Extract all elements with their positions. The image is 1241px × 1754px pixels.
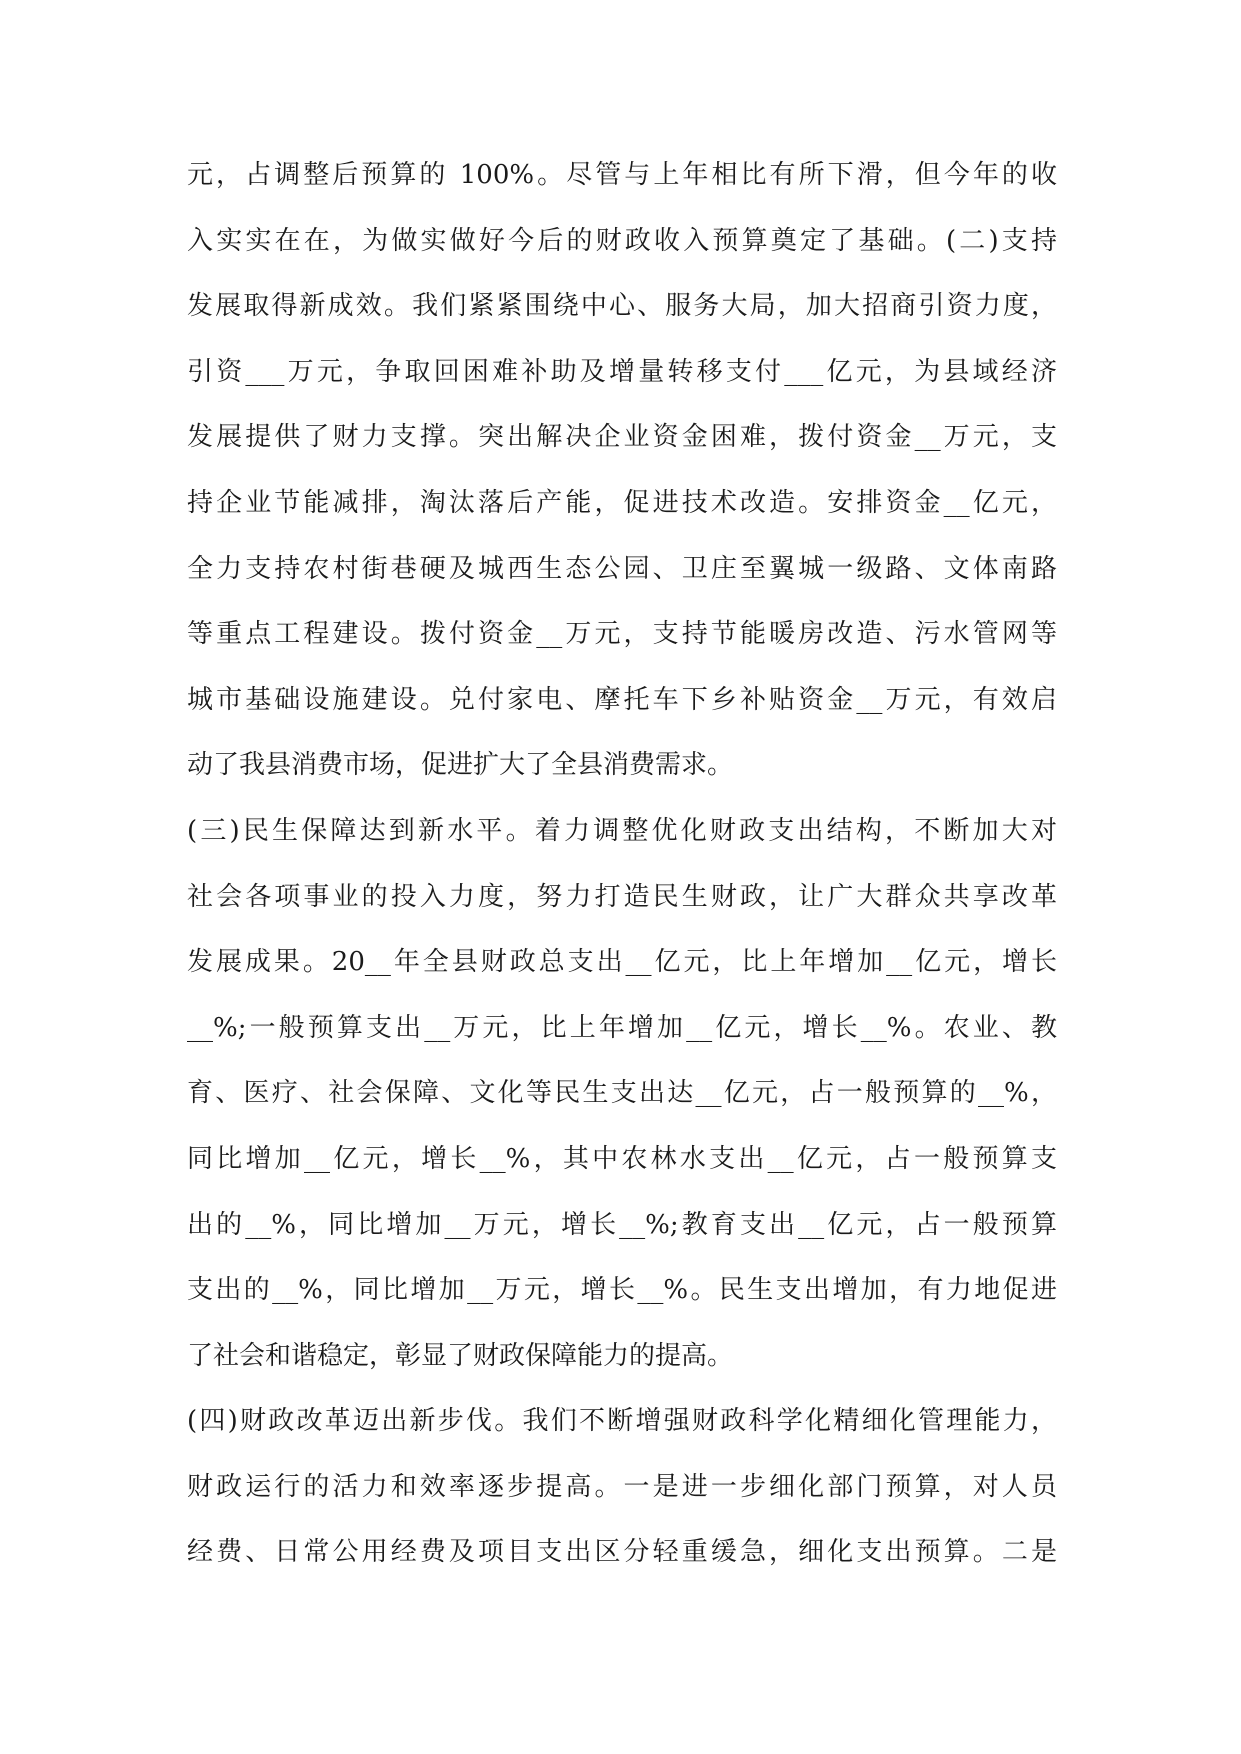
text-line: 入实实在在，为做实做好今后的财政收入预算奠定了基础。(二)支持 (187, 225, 1057, 256)
text-line: 社会各项事业的投入力度，努力打造民生财政，让广大群众共享改革 (187, 881, 1057, 912)
text-line: 动了我县消费市场，促进扩大了全县消费需求。 (187, 750, 734, 781)
text-line: 同比增加__亿元，增长__%，其中农林水支出__亿元，占一般预算支 (187, 1143, 1057, 1174)
text-line: __%;一般预算支出__万元，比上年增加__亿元，增长__%。农业、教 (187, 1012, 1057, 1043)
text-line: 育、医疗、社会保障、文化等民生支出达__亿元，占一般预算的__%， (187, 1078, 1057, 1109)
text-line: 全力支持农村街巷硬及城西生态公园、卫庄至翼城一级路、文体南路 (187, 553, 1057, 584)
text-line: 等重点工程建设。拨付资金__万元，支持节能暖房改造、污水管网等 (187, 619, 1057, 650)
text-line: 引资___万元，争取回困难补助及增量转移支付___亿元，为县域经济 (187, 356, 1057, 387)
text-line: 支出的__%，同比增加__万元，增长__%。民生支出增加，有力地促进 (187, 1275, 1057, 1306)
text-line: 经费、日常公用经费及项目支出区分轻重缓急，细化支出预算。二是 (187, 1537, 1057, 1568)
text-line: 发展提供了财力支撑。突出解决企业资金困难，拨付资金__万元，支 (187, 422, 1057, 453)
body-text (187, 155, 1057, 1598)
text-line: 发展成果。20__年全县财政总支出__亿元，比上年增加__亿元，增长 (187, 947, 1057, 978)
text-line: 了社会和谐稳定，彰显了财政保障能力的提高。 (187, 1340, 734, 1371)
text-line: (三)民生保障达到新水平。着力调整优化财政支出结构，不断加大对 (187, 815, 1057, 846)
text-line: 发展取得新成效。我们紧紧围绕中心、服务大局，加大招商引资力度， (187, 291, 1057, 322)
text-line: 城市基础设施建设。兑付家电、摩托车下乡补贴资金__万元，有效启 (187, 684, 1057, 715)
text-line: (四)财政改革迈出新步伐。我们不断增强财政科学化精细化管理能力， (187, 1406, 1057, 1437)
text-line: 出的__%，同比增加__万元，增长__%;教育支出__亿元，占一般预算 (187, 1209, 1057, 1240)
text-line: 财政运行的活力和效率逐步提高。一是进一步细化部门预算，对人员 (187, 1471, 1057, 1502)
text-line: 持企业节能减排，淘汰落后产能，促进技术改造。安排资金__亿元， (187, 487, 1057, 518)
text-line: 元，占调整后预算的 100%。尽管与上年相比有所下滑，但今年的收 (187, 160, 1057, 190)
